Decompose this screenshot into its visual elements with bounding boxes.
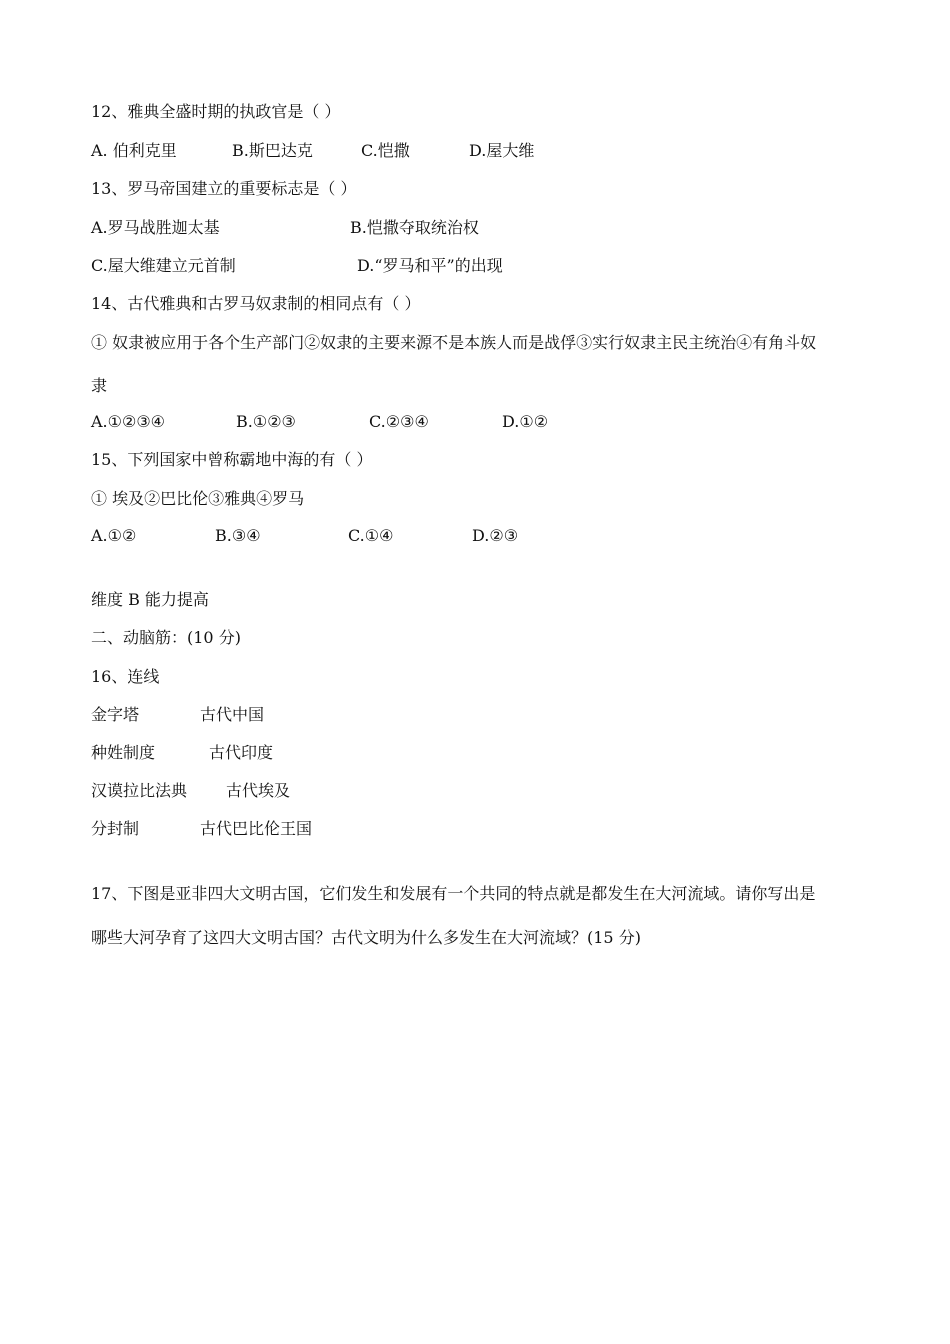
section-b-title: 维度 B 能力提高 — [91, 590, 209, 609]
q16-right-item-2: 古代印度 — [209, 743, 274, 762]
q14-statement-line2: 隶 — [91, 376, 108, 395]
q15-option-a: A.①② — [91, 526, 137, 545]
q17-line2: 哪些大河孕育了这四大文明古国？古代文明为什么多发生在大河流域？(15 分) — [91, 928, 641, 947]
q13-option-c: C.屋大维建立元首制 — [91, 256, 236, 275]
section-part2-heading: 二、动脑筋：(10 分) — [91, 628, 241, 647]
q13-option-d: D.“罗马和平”的出现 — [357, 256, 503, 275]
q16-left-item-1: 金字塔 — [91, 705, 140, 724]
q14-option-c: C.②③④ — [369, 412, 429, 431]
q16-left-item-4: 分封制 — [91, 819, 140, 838]
q13-stem: 13、罗马帝国建立的重要标志是（ ） — [91, 179, 357, 198]
q14-option-b: B.①②③ — [236, 412, 296, 431]
q12-option-d: D.屋大维 — [469, 141, 535, 160]
q15-option-d: D.②③ — [472, 526, 519, 545]
q14-statement-line1: ① 奴隶被应用于各个生产部门②奴隶的主要来源不是本族人而是战俘③实行奴隶主民主统治④有角斗奴 — [91, 333, 817, 352]
q16-stem: 16、连线 — [91, 667, 160, 686]
q12-stem: 12、雅典全盛时期的执政官是（ ） — [91, 102, 341, 121]
q15-statement: ① 埃及②巴比伦③雅典④罗马 — [91, 489, 305, 508]
q17-line1: 17、下图是亚非四大文明古国，它们发生和发展有一个共同的特点就是都发生在大河流域。请你写出是 — [91, 884, 816, 903]
q14-option-a: A.①②③④ — [91, 412, 166, 431]
q12-option-a: A. 伯利克里 — [91, 141, 177, 160]
q14-stem: 14、古代雅典和古罗马奴隶制的相同点有（ ） — [91, 294, 421, 313]
q15-option-c: C.①④ — [348, 526, 394, 545]
q16-right-item-1: 古代中国 — [200, 705, 265, 724]
q15-option-b: B.③④ — [215, 526, 261, 545]
q13-option-b: B.恺撒夺取统治权 — [350, 218, 479, 237]
q16-left-item-2: 种姓制度 — [91, 743, 156, 762]
q13-option-a: A.罗马战胜迦太基 — [91, 218, 220, 237]
q16-right-item-4: 古代巴比伦王国 — [200, 819, 313, 838]
q12-option-b: B.斯巴达克 — [232, 141, 313, 160]
q16-right-item-3: 古代埃及 — [226, 781, 291, 800]
q15-stem: 15、下列国家中曾称霸地中海的有（ ） — [91, 450, 373, 469]
q12-option-c: C.恺撒 — [361, 141, 410, 160]
q16-left-item-3: 汉谟拉比法典 — [91, 781, 188, 800]
q14-option-d: D.①② — [502, 412, 549, 431]
